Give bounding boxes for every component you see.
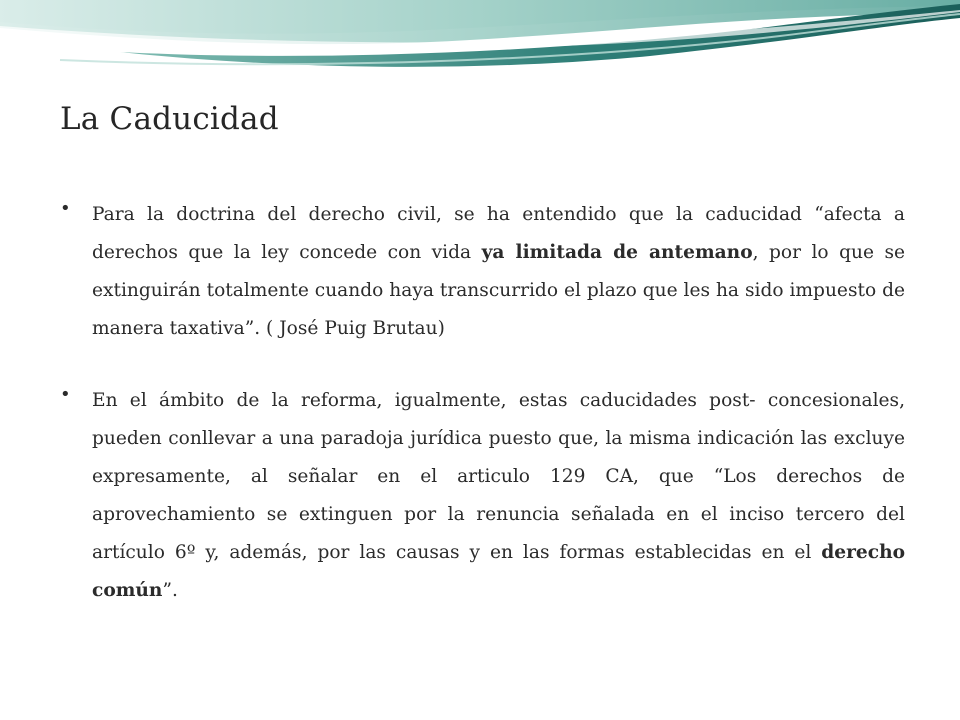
bullet-item: [60, 196, 905, 348]
bullet-text: [92, 196, 905, 348]
bullet-item: [60, 382, 905, 610]
bullet-text-part: Para la doctrina del derecho civil, se ha entendido que la caducidad “afecta a derechos que la ley concede con vida: [92, 204, 905, 263]
bullet-text: [92, 382, 905, 610]
decorative-wave-banner: [0, 0, 960, 80]
bullet-text-part: En el ámbito de la reforma, igualmente, estas caducidades post- concesionales, pueden conllevar a una paradoja jurídica puesto que, la misma indicación las excluye expresamente, al señalar en el articulo 129 CA, que “Los derechos de aprovechamiento se extinguen por la renuncia señalada en el inciso tercero del artículo 6º y, además, por las causas y en las formas establecidas en el: [92, 390, 905, 563]
bullet-dot-icon: •: [60, 384, 71, 405]
bullet-text-part: , por lo que se extinguirán totalmente cuando haya transcurrido el plazo que les ha sido impuesto de manera taxativa”. ( José Puig Brutau): [92, 242, 906, 339]
bullet-text-bold: ya limitada de antemano: [481, 242, 753, 263]
slide-title: La Caducidad: [60, 101, 279, 137]
bullet-text-part: ”.: [162, 580, 178, 601]
bullet-list: [60, 196, 905, 644]
bullet-text-bold: derecho común: [92, 542, 905, 601]
bullet-dot-icon: •: [60, 198, 71, 219]
